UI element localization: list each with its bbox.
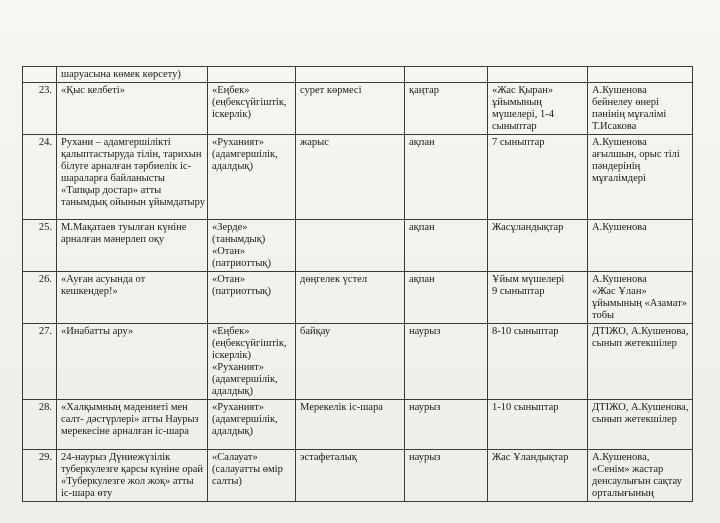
cell-direction <box>208 67 296 83</box>
cell-direction <box>208 83 296 135</box>
cell-line: «Ауған асуында от <box>61 274 146 285</box>
cell-responsible <box>588 135 693 220</box>
cell-line: «Халқымның мәдениеті мен <box>61 402 188 413</box>
cell-line: орталығының <box>592 488 654 499</box>
cell-form <box>296 67 405 83</box>
cell-text: наурыз <box>409 326 441 337</box>
cell-responsible <box>588 450 693 502</box>
cell-text: 25. <box>38 222 52 233</box>
cell-line: «Еңбек» <box>212 326 250 337</box>
cell-line: ұйымының «Азамат» <box>592 298 687 309</box>
cell-line: 24-наурыз Дүниежүзілік <box>61 452 171 463</box>
cell-num <box>23 324 57 400</box>
cell-text: 27. <box>38 326 52 337</box>
event-plan-table <box>22 66 693 502</box>
cell-name <box>57 135 208 220</box>
cell-line: (адамгершілік, <box>212 374 278 385</box>
cell-line: (адамгершілік, <box>212 414 278 425</box>
cell-line: іскерлік) <box>212 109 251 120</box>
cell-responsible <box>588 324 693 400</box>
cell-line: ДТІЖО, А.Кушенова, <box>592 402 689 413</box>
cell-line: А.Кушенова, <box>592 452 650 463</box>
cell-line: кешкендер!» <box>61 286 118 297</box>
cell-line: (танымдық) <box>212 234 266 245</box>
cell-line: салты) <box>212 476 242 487</box>
cell-text: қаңтар <box>409 85 440 96</box>
cell-line: мұғалімдері <box>592 173 646 184</box>
cell-form <box>296 83 405 135</box>
cell-text: наурыз <box>409 452 441 463</box>
cell-line: сыныптар <box>492 121 537 132</box>
cell-line: 7 сыныптар <box>492 137 545 148</box>
cell-form <box>296 135 405 220</box>
cell-line: «Қыс келбеті» <box>61 85 125 96</box>
cell-line: арналған мәнерлеп оқу <box>61 234 165 245</box>
cell-line: ағылшын, орыс тілі <box>592 149 680 160</box>
cell-name <box>57 450 208 502</box>
cell-text: 23. <box>38 85 52 96</box>
cell-line: (еңбексүйгіштік, <box>212 338 287 349</box>
cell-responsible <box>588 272 693 324</box>
cell-line: «Руханият» <box>212 137 265 148</box>
table-row <box>23 135 693 220</box>
cell-line: «Туберкулезге жол жоқ» атты <box>61 476 194 487</box>
cell-line: салт- дәстүрлері» атты Наурыз <box>61 414 199 425</box>
cell-line: «Зерде» <box>212 222 248 233</box>
cell-line: адалдық) <box>212 386 253 397</box>
cell-num <box>23 450 57 502</box>
cell-responsible <box>588 220 693 272</box>
cell-line: сынып жетекшілер <box>592 338 677 349</box>
cell-line: шаруасына көмек көрсету) <box>61 69 181 80</box>
cell-line: мүшелері, 1-4 <box>492 109 554 120</box>
cell-line: А.Кушенова <box>592 274 647 285</box>
cell-text: Мерекелік іс-шара <box>300 402 383 413</box>
cell-line: 1-10 сыныптар <box>492 402 559 413</box>
cell-text: сурет көрмесі <box>300 85 362 96</box>
cell-participants <box>488 83 588 135</box>
cell-line: (еңбексүйгіштік, <box>212 97 287 108</box>
cell-line: (адамгершілік, <box>212 149 278 160</box>
cell-line: тобы <box>592 310 615 321</box>
cell-month <box>405 83 488 135</box>
cell-text: ақпан <box>409 222 435 233</box>
cell-text: наурыз <box>409 402 441 413</box>
cell-line: Т.Исакова <box>592 121 637 132</box>
cell-line: «Руханият» <box>212 362 265 373</box>
cell-month <box>405 272 488 324</box>
cell-text: ақпан <box>409 137 435 148</box>
cell-text: эстафеталық <box>300 452 357 463</box>
cell-participants <box>488 450 588 502</box>
table-row <box>23 272 693 324</box>
cell-num <box>23 135 57 220</box>
cell-line: (салауатты өмір <box>212 464 283 475</box>
table-row <box>23 450 693 502</box>
cell-form <box>296 220 405 272</box>
cell-line: А.Кушенова <box>592 85 647 96</box>
cell-name <box>57 400 208 450</box>
cell-direction <box>208 400 296 450</box>
cell-form <box>296 400 405 450</box>
cell-direction <box>208 272 296 324</box>
cell-line: «Отан» <box>212 274 246 285</box>
cell-line: «Еңбек» <box>212 85 250 96</box>
cell-text: 26. <box>38 274 52 285</box>
cell-direction <box>208 220 296 272</box>
cell-participants <box>488 272 588 324</box>
cell-line: «Сенім» жастар <box>592 464 664 475</box>
cell-participants <box>488 324 588 400</box>
cell-line: пәндерінің <box>592 161 641 172</box>
cell-line: сынып жетекшілер <box>592 414 677 425</box>
cell-month <box>405 400 488 450</box>
cell-responsible <box>588 83 693 135</box>
cell-line: А.Кушенова <box>592 222 647 233</box>
cell-line: ДТІЖО, А.Кушенова, <box>592 326 689 337</box>
cell-line: М.Мақатаев туылған күніне <box>61 222 187 233</box>
cell-line: пәнінің мұғалімі <box>592 109 667 120</box>
table-row <box>23 83 693 135</box>
cell-line: іс-шара өту <box>61 488 113 499</box>
cell-line: адалдық) <box>212 161 253 172</box>
cell-line: танымдық ойынын ұйымдатыру <box>61 197 205 208</box>
cell-line: бейнелеу өнері <box>592 97 659 108</box>
cell-participants <box>488 400 588 450</box>
cell-line: іскерлік) <box>212 350 251 361</box>
cell-form <box>296 272 405 324</box>
cell-responsible <box>588 400 693 450</box>
cell-num <box>23 67 57 83</box>
cell-name <box>57 67 208 83</box>
cell-text: ақпан <box>409 274 435 285</box>
cell-line: «Салауат» <box>212 452 258 463</box>
cell-line: шараларға байланысты <box>61 173 165 184</box>
cell-line: «Жас Ұлан» <box>592 286 647 297</box>
cell-participants <box>488 67 588 83</box>
cell-text: 29. <box>38 452 52 463</box>
cell-direction <box>208 450 296 502</box>
cell-month <box>405 220 488 272</box>
cell-month <box>405 67 488 83</box>
cell-name <box>57 272 208 324</box>
cell-line: «Инабатты ару» <box>61 326 134 337</box>
cell-text: 24. <box>38 137 52 148</box>
cell-direction <box>208 135 296 220</box>
cell-line: ұйымының <box>492 97 542 108</box>
cell-num <box>23 83 57 135</box>
cell-month <box>405 324 488 400</box>
cell-text: дөңгелек үстел <box>300 274 368 285</box>
cell-text: байқау <box>300 326 331 337</box>
cell-line: 8-10 сыныптар <box>492 326 559 337</box>
cell-month <box>405 135 488 220</box>
table-body <box>23 67 693 502</box>
cell-line: «Отан» <box>212 246 246 257</box>
table-row <box>23 67 693 83</box>
table-row <box>23 324 693 400</box>
cell-text: жарыс <box>300 137 329 148</box>
cell-text: 28. <box>38 402 52 413</box>
cell-line: адалдық) <box>212 426 253 437</box>
cell-line: Жасұландықтар <box>492 222 564 233</box>
cell-participants <box>488 135 588 220</box>
cell-line: денсаулығын сақтау <box>592 476 682 487</box>
cell-line: 9 сыныптар <box>492 286 545 297</box>
cell-participants <box>488 220 588 272</box>
cell-month <box>405 450 488 502</box>
cell-num <box>23 272 57 324</box>
cell-form <box>296 324 405 400</box>
cell-line: Рухани – адамгершілікті <box>61 137 171 148</box>
cell-responsible <box>588 67 693 83</box>
cell-line: мерекесіне арналған іс-шара <box>61 426 189 437</box>
cell-direction <box>208 324 296 400</box>
cell-line: (патриоттық) <box>212 286 272 297</box>
cell-line: «Тапқыр достар» атты <box>61 185 162 196</box>
cell-line: «Руханият» <box>212 402 265 413</box>
cell-line: Жас Ұландықтар <box>492 452 569 463</box>
cell-name <box>57 220 208 272</box>
table-row <box>23 220 693 272</box>
cell-form <box>296 450 405 502</box>
cell-name <box>57 324 208 400</box>
cell-line: «Жас Қыран» <box>492 85 554 96</box>
cell-num <box>23 220 57 272</box>
cell-line: туберкулезге қарсы күніне орай <box>61 464 203 475</box>
cell-line: білуге арналған тәрбиелік іс- <box>61 161 192 172</box>
cell-num <box>23 400 57 450</box>
cell-name <box>57 83 208 135</box>
cell-line: (патриоттық) <box>212 258 272 269</box>
cell-line: қалыптастыруда тілін, тарихын <box>61 149 202 160</box>
table-row <box>23 400 693 450</box>
cell-line: Ұйым мүшелері <box>492 274 565 285</box>
cell-line: А.Кушенова <box>592 137 647 148</box>
